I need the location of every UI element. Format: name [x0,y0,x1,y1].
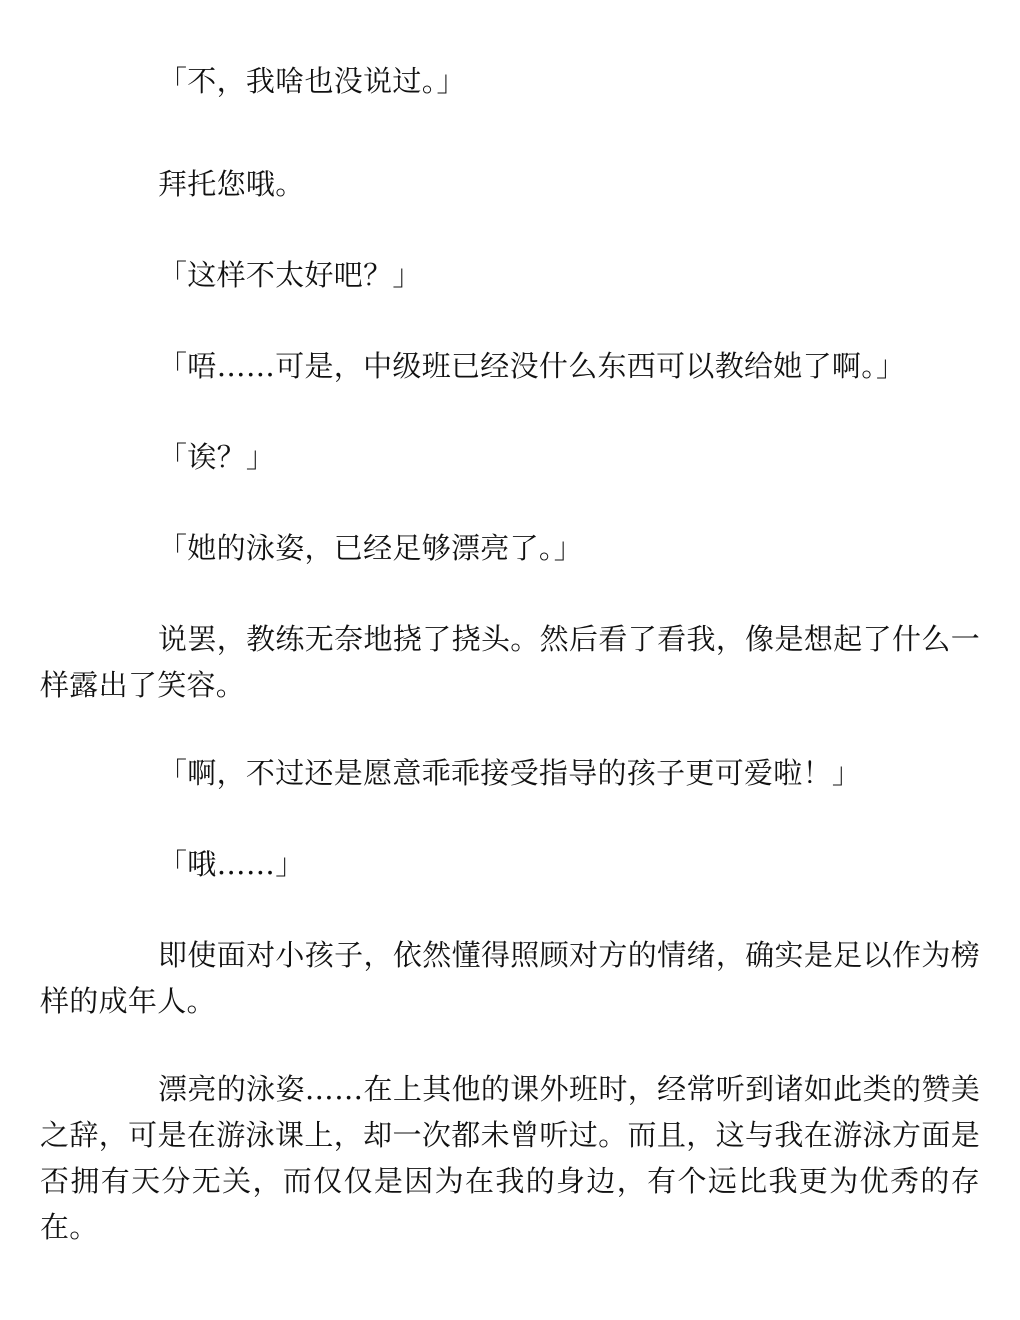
document-page [40,58,980,1250]
paragraph-1: 「不，我啥也没说过。」 [158,64,466,98]
paragraph-2: 拜托您哦。 [158,167,305,201]
paragraph-8: 「啊，不过还是愿意乖乖接受指导的孩子更可爱啦！」 [158,756,862,790]
paragraph-5: 「诶？」 [158,440,276,474]
paragraph-3: 「这样不太好吧？」 [158,258,422,292]
paragraph-7: 说罢，教练无奈地挠了挠头。然后看了看我，像是想起了什么一样露出了笑容。 [40,622,980,702]
paragraph-4: 「唔……可是，中级班已经没什么东西可以教给她了啊。」 [158,349,906,383]
paragraph-6: 「她的泳姿，已经足够漂亮了。」 [158,531,584,565]
paragraph-9: 「哦……」 [158,847,305,881]
paragraph-11: 漂亮的泳姿……在上其他的课外班时，经常听到诸如此类的赞美之辞，可是在游泳课上，却一次都未曾听过。而且，这与我在游泳方面是否拥有天分无关，而仅仅是因为在我的身边，有个远比我更为优秀的存在。 [40,1072,980,1244]
paragraph-10: 即使面对小孩子，依然懂得照顾对方的情绪，确实是足以作为榜样的成年人。 [40,938,980,1018]
